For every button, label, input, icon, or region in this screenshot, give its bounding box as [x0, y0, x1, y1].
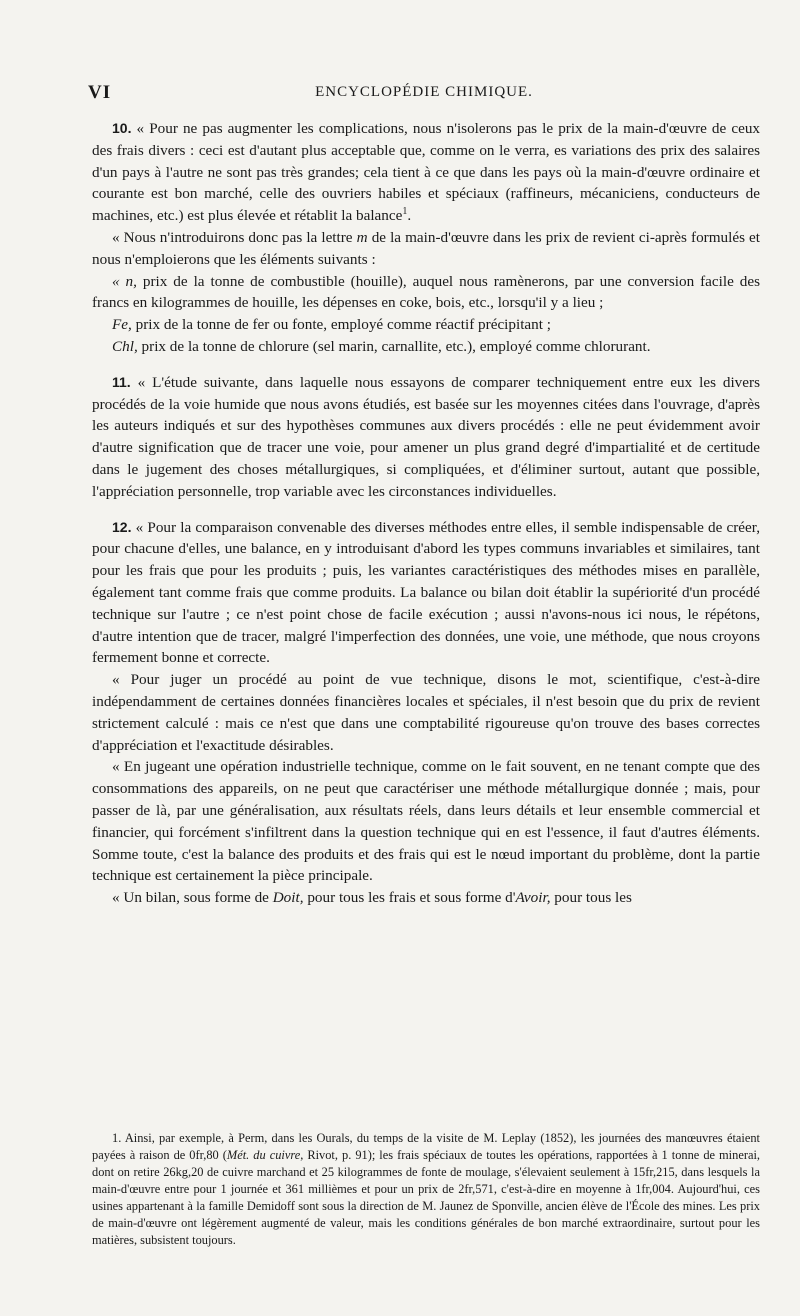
definition-text: prix de la tonne de fer ou fonte, employé comme réactif précipitant ; [135, 316, 552, 334]
page-number: VI [88, 82, 112, 103]
paragraph-text: pour tous les frais et sous forme d' [307, 889, 516, 907]
running-head [88, 82, 760, 110]
paragraph-text: « Un bilan, sous forme de [112, 889, 269, 907]
section-number: 11. [112, 373, 131, 390]
paragraph-judging-technical [92, 669, 760, 756]
paragraph-text: « En jugeant une opération industrielle technique, comme on le fait souvent, en ne tenant compte que des consommations des appareils, on ne peut que caractériser une méthode métallurgique donnée ; mais, pour passer de là, par une généralisation, aux résultats réels, dans leurs détails et leur ensemble commercial et financier, qui forcément s'infiltrent dans la question technique qui en est l'essence, il faut d'autres éléments. Somme toute, c'est la balance des produits et des frais qui est le nœud important du problème, dont la partie technique est certainement la pièce principale. [92, 758, 760, 885]
variable-n: « n, [112, 272, 137, 290]
definition-chl [92, 336, 760, 358]
variable-fe: Fe, [112, 316, 132, 334]
paragraph-industrial-operation [92, 756, 760, 887]
section-number: 10. [112, 120, 132, 136]
paragraph-intro-elements [92, 227, 760, 271]
definition-text: prix de la tonne de chlorure (sel marin, carnallite, etc.), employé comme chlorurant. [141, 337, 651, 355]
footnote-text-cont: , Rivot, p. 91); les frais spéciaux de toutes les opérations, rapportées à 1 tonne de minerai, dont on retire 26kg,20 de cuivre marchand et 25 kilogrammes de fonte de moulage, s'élevaient seulement à 15fr,215, dans lesquels la main-d'œuvre entre pour 1 journée et 361 millièmes et pour un prix de 2fr,571, c'est-à-dire en moyenne à 1fr,004. Aujourd'hui, ces usines appartenant à la famille Demidoff sont sous la direction de M. Jaunez de Sponville, ancien élève de l'École des mines. Les prix de main-d'œuvre ont légèrement augmenté de valeur, mais les conditions générales de bon marché extraordinaire, surtout pour les matières, subsistent toujours. [92, 1148, 760, 1247]
running-title: ENCYCLOPÉDIE CHIMIQUE. [315, 84, 533, 100]
paragraph-text: « Nous n'introduirons donc pas la lettre [112, 228, 353, 246]
paragraph-bilan [92, 887, 760, 909]
definition-n [92, 271, 760, 315]
paragraph-text: de la main-d'œuvre dans les prix de revient ci-après formulés et nous n'emploierons que les éléments suivants : [92, 228, 761, 268]
paragraph-text: « Pour juger un procédé au point de vue technique, disons le mot, scientifique, c'est-à-dire indépendamment de certaines données financières locales et spéciales, il n'est besoin que du prix de revient strictement calculé : mais ce n'est que dans une comptabilité rigoureuse qu'on trouve des bases correctes d'appréciation et l'exactitude désirables. [92, 671, 760, 754]
term-doit: Doit, [272, 889, 304, 907]
paragraph-text: « L'étude suivante, dans laquelle nous essayons de comparer techniquement entre eux les divers procédés de la voie humide que nous avons étudiés, est basée sur les moyennes citées dans l'ouvrage, d'après les auteurs indiqués et sur des hypothèses communes aux divers procédés : elle ne peut évidemment avoir d'autre signification que de tracer une voie, pour amener un plus grand degré d'impartialité et de certitude dans le jugement des choses métallurgiques, si compliquées, et d'éliminer surtout, autant que possible, l'appréciation personnelle, trop variable avec les circonstances individuelles. [92, 373, 760, 500]
paragraph-10 [92, 118, 760, 227]
paragraph-12 [92, 517, 760, 670]
paragraph-text-end: . [407, 207, 412, 225]
section-number: 12. [112, 518, 132, 535]
body-text [92, 118, 760, 909]
paragraph-text: « Pour ne pas augmenter les complications, nous n'isolerons pas le prix de la main-d'œuvre de ceux des frais divers : ceci est d'autant plus acceptable que, comme on le verra, es variations des prix des salaires d'un pays à l'autre ne sont pas très grandes; cela tient à ce que dans les pays où la main-d'œuvre ordinaire et courante est bon marché, celle des ouvriers habiles et spéciaux (raffineurs, mécaniciens, conducteurs de machines, etc.) est plus élevée et rétablit la balance [92, 120, 761, 225]
paragraph-text: « Pour la comparaison convenable des diverses méthodes entre elles, il semble indispensable de créer, pour chacune d'elles, une balance, en y introduisant d'abord les types communs invariables et similaires, tant pour les frais que pour les produits ; puis, les variantes caractéristiques des méthodes mises en parallèle, également tant comme frais que comme produits. La balance ou bilan doit établir la supériorité d'un procédé technique sur l'autre ; ce n'est point chose de facile exécution ; aussi n'avons-nous ici nous, le répétons, d'autre intention que de tracer, malgré l'imperfection des données, une voie, une méthode, que nous croyons fermement bonne et correcte. [92, 518, 760, 667]
footnote-reference: 1 [402, 206, 408, 218]
footnote-number: 1. [112, 1131, 122, 1145]
footnote-citation: Mét. du cuivre [226, 1148, 301, 1162]
definition-text: prix de la tonne de combustible (houille), auquel nous ramènerons, par une conversion facile des francs en kilogrammes de houille, les dépenses en coke, bois, etc., lorsqu'il y a lieu ; [92, 272, 761, 312]
variable-chl: Chl, [112, 337, 138, 355]
definition-fe [92, 314, 760, 336]
paragraph-11 [92, 372, 760, 503]
variable-m: m [356, 228, 368, 246]
footnote [92, 1130, 760, 1249]
footnote-text: Ainsi, par exemple, à Perm, dans les Ourals, du temps de la visite de M. Leplay (1852), les journées des manœuvres étaient payées à raison de 0fr,80 ( [92, 1131, 760, 1162]
paragraph-text: pour tous les [554, 889, 632, 907]
term-avoir: Avoir, [515, 889, 551, 907]
